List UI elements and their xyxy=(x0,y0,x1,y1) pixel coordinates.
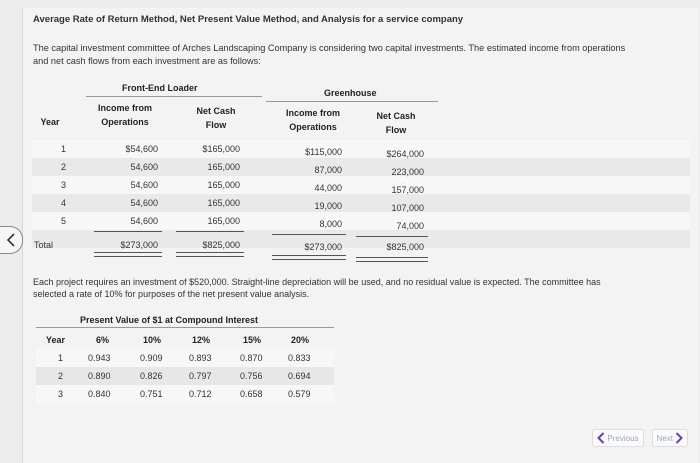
chevron-left-icon xyxy=(6,233,16,247)
pager xyxy=(592,429,688,447)
gh-cash-cell: 157,000 xyxy=(391,185,424,195)
sum-rule xyxy=(272,234,346,235)
gh-income-total: $273,000 xyxy=(304,242,342,252)
fl-cash-cell: 165,000 xyxy=(207,162,240,172)
gh-cash-cell: 74,000 xyxy=(396,221,424,231)
fl-cash-header-l1: Net Cash xyxy=(196,106,236,116)
next-button[interactable] xyxy=(652,429,688,447)
pv-cell: 0.579 xyxy=(288,389,311,399)
pv-header-15: 15% xyxy=(243,335,262,345)
pv-title-rule xyxy=(36,327,334,328)
double-rule xyxy=(272,255,346,260)
year-cell: 3 xyxy=(60,180,66,190)
intro-text xyxy=(33,42,693,68)
intro-line-1: The capital investment committee of Arches Landscaping Company is considering two capital investments. The estimated income from operations xyxy=(33,43,626,53)
fl-income-cell: 54,600 xyxy=(130,216,158,226)
pv-header-year: Year xyxy=(46,335,66,345)
fl-cash-header-l2: Flow xyxy=(205,120,227,130)
col-header-fl-income xyxy=(88,101,162,129)
para2-line-1: Each project requires an investment of $520,000. Straight-line depreciation will be used, and no residual value is expected. The committee has xyxy=(33,277,601,287)
next-label: Next xyxy=(656,433,673,443)
pv-cell: 0.909 xyxy=(140,353,163,363)
front-end-loader-rule xyxy=(86,96,262,97)
previous-button[interactable] xyxy=(592,429,643,447)
year-cell: 4 xyxy=(60,198,66,208)
gh-income-cell: 87,000 xyxy=(314,165,342,175)
investment-description xyxy=(33,276,693,300)
gh-cash-total: $825,000 xyxy=(386,242,424,252)
double-rule xyxy=(94,252,162,257)
fl-cash-cell: $165,000 xyxy=(202,144,240,154)
pv-year: 2 xyxy=(58,371,64,381)
gh-income-header-l1: Income from xyxy=(285,108,340,118)
fl-income-cell: 54,600 xyxy=(130,180,158,190)
greenhouse-rule xyxy=(266,101,438,102)
gh-income-cell: 8,000 xyxy=(319,219,342,229)
total-label: Total xyxy=(34,240,54,250)
gh-income-cell: $115,000 xyxy=(305,147,342,157)
fl-income-total: $273,000 xyxy=(120,240,158,250)
fl-cash-total: $825,000 xyxy=(202,240,240,250)
page-title: Average Rate of Return Method, Net Present Value Method, and Analysis for a service company xyxy=(33,14,464,25)
pv-header-6: 6% xyxy=(96,335,110,345)
fl-income-cell: 54,600 xyxy=(130,162,158,172)
gh-income-cell: 19,000 xyxy=(314,201,342,211)
pv-cell: 0.797 xyxy=(189,371,212,381)
double-rule xyxy=(176,252,244,257)
pv-year: 1 xyxy=(58,353,64,363)
pv-cell: 0.658 xyxy=(240,389,263,399)
pv-cell: 0.833 xyxy=(288,353,311,363)
sum-rule xyxy=(176,231,244,232)
para2-line-2: selected a rate of 10% for purposes of the net present value analysis. xyxy=(33,289,310,299)
pv-cell: 0.694 xyxy=(288,371,311,381)
fl-income-cell: 54,600 xyxy=(130,198,158,208)
col-header-fl-cash xyxy=(186,104,246,132)
year-cell: 2 xyxy=(60,162,66,172)
year-cell: 5 xyxy=(60,216,66,226)
gh-cash-cell: $264,000 xyxy=(386,149,424,159)
fl-cash-cell: 165,000 xyxy=(207,180,240,190)
fl-income-cell: $54,600 xyxy=(125,144,158,154)
pv-cell: 0.751 xyxy=(140,389,163,399)
pv-header-12: 12% xyxy=(192,335,211,345)
year-cell: 1 xyxy=(60,144,66,154)
pv-header-20: 20% xyxy=(291,335,310,345)
sum-rule xyxy=(94,231,162,232)
pv-cell: 0.943 xyxy=(88,353,111,363)
fl-income-header-l1: Income from xyxy=(97,103,152,113)
pv-cell: 0.712 xyxy=(189,389,212,399)
fl-cash-cell: 165,000 xyxy=(207,216,240,226)
pv-header-10: 10% xyxy=(143,335,162,345)
chevron-left-icon xyxy=(597,432,605,444)
col-header-gh-income xyxy=(276,106,350,134)
col-header-year: Year xyxy=(40,117,60,127)
fl-cash-cell: 165,000 xyxy=(207,198,240,208)
greenhouse-heading: Greenhouse xyxy=(324,88,377,98)
gh-income-header-l2: Operations xyxy=(289,122,337,132)
double-rule xyxy=(356,257,428,262)
gh-cash-cell: 107,000 xyxy=(391,203,424,213)
pv-cell: 0.893 xyxy=(189,353,212,363)
pv-cell: 0.826 xyxy=(140,371,163,381)
pv-cell: 0.890 xyxy=(88,371,111,381)
gh-cash-header-l2: Flow xyxy=(385,125,407,135)
front-end-loader-heading: Front-End Loader xyxy=(122,83,198,93)
gh-cash-cell: 223,000 xyxy=(391,167,424,177)
intro-line-2: and net cash flows from each investment are as follows: xyxy=(33,56,261,66)
pv-table-title: Present Value of $1 at Compound Interest xyxy=(80,315,259,325)
gh-cash-header-l1: Net Cash xyxy=(376,111,416,121)
fl-income-header-l2: Operations xyxy=(101,117,149,127)
pv-year: 3 xyxy=(58,389,64,399)
pv-cell: 0.756 xyxy=(240,371,263,381)
collapse-left-button[interactable] xyxy=(0,226,23,254)
pv-cell: 0.840 xyxy=(88,389,111,399)
chevron-right-icon xyxy=(675,432,683,444)
col-header-gh-cash xyxy=(366,109,426,137)
previous-label: Previous xyxy=(607,433,639,443)
gh-income-cell: 44,000 xyxy=(314,183,342,193)
sum-rule xyxy=(356,236,428,237)
pv-cell: 0.870 xyxy=(240,353,263,363)
